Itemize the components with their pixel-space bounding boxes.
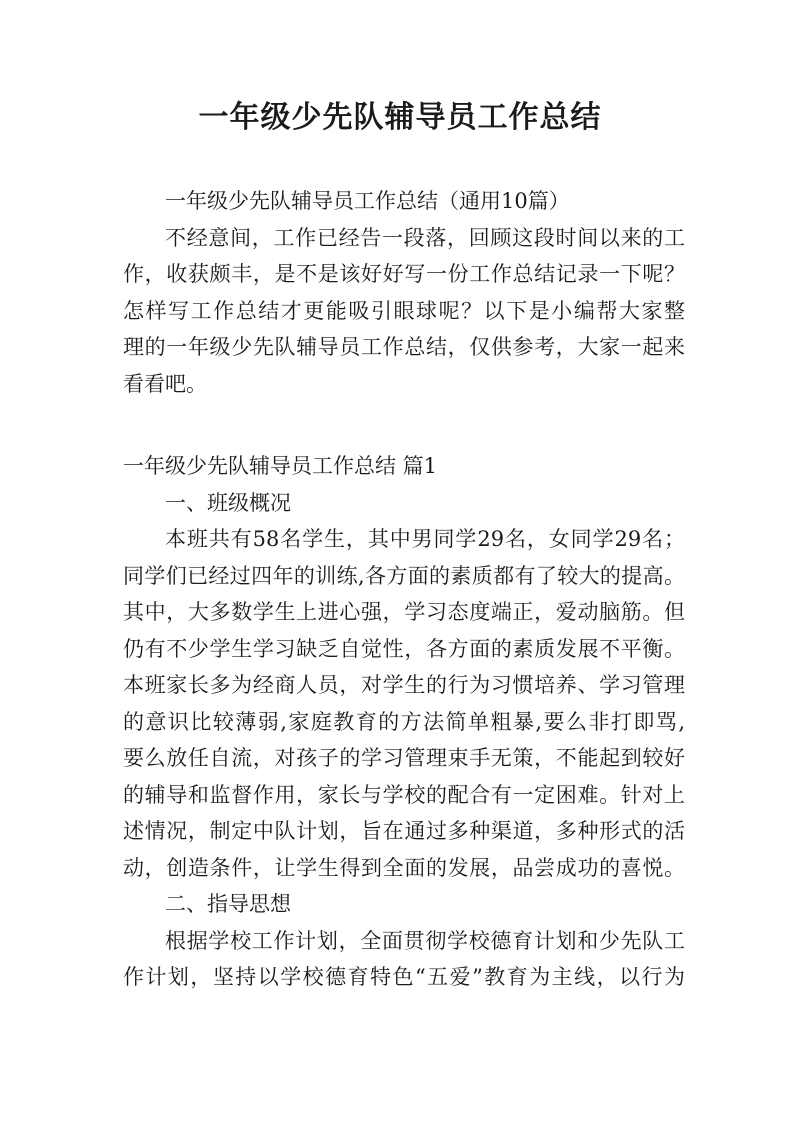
- section-heading: 二、指导思想: [165, 892, 291, 916]
- intro-block: [123, 183, 685, 402]
- section-line: 同学们已经过四年的训练,各方面的素质都有了较大的提高。: [123, 563, 685, 588]
- section-line: 作计划，坚持以学校德育特色“五爱”教育为主线，以行为: [123, 965, 685, 989]
- section-line: 动，创造条件，让学生得到全面的发展，品尝成功的喜悦。: [123, 855, 685, 880]
- intro-line: 怎样写工作总结才更能吸引眼球呢？以下是小编帮大家整: [123, 298, 685, 323]
- intro-line: 理的一年级少先队辅导员工作总结，仅供参考，大家一起来: [123, 335, 685, 359]
- document-subtitle: 一年级少先队辅导员工作总结（通用10篇）: [165, 189, 570, 213]
- section-heading: 一、班级概况: [165, 490, 291, 515]
- section-line: 的意识比较薄弱,家庭教育的方法简单粗暴,要么非打即骂,: [123, 709, 685, 734]
- section-line: 其中，大多数学生上进心强，学习态度端正，爱动脑筋。但: [123, 600, 685, 624]
- section-line: 述情况，制定中队计划，旨在通过多种渠道，多种形式的活: [123, 819, 685, 843]
- section-line: 的辅导和监督作用，家长与学校的配合有一定困难。针对上: [123, 782, 685, 807]
- article-heading: 一年级少先队辅导员工作总结 篇1: [123, 454, 438, 478]
- intro-line: 作，收获颇丰，是不是该好好写一份工作总结记录一下呢？: [123, 262, 685, 286]
- intro-line: 看看吧。: [123, 371, 207, 396]
- section-line: 要么放任自流，对孩子的学习管理束手无策，不能起到较好: [123, 746, 685, 770]
- intro-line: 不经意间，工作已经告一段落，回顾这段时间以来的工: [165, 225, 685, 250]
- article-block: [123, 448, 685, 996]
- section-line: 仍有不少学生学习缺乏自觉性，各方面的素质发展不平衡。: [123, 636, 685, 661]
- document-title: 一年级少先队辅导员工作总结: [198, 100, 602, 135]
- section-line: 本班共有58名学生，其中男同学29名，女同学29名；: [165, 527, 685, 551]
- section-line: 本班家长多为经商人员，对学生的行为习惯培养、学习管理: [123, 673, 685, 697]
- section-line: 根据学校工作计划，全面贯彻学校德育计划和少先队工: [165, 928, 685, 953]
